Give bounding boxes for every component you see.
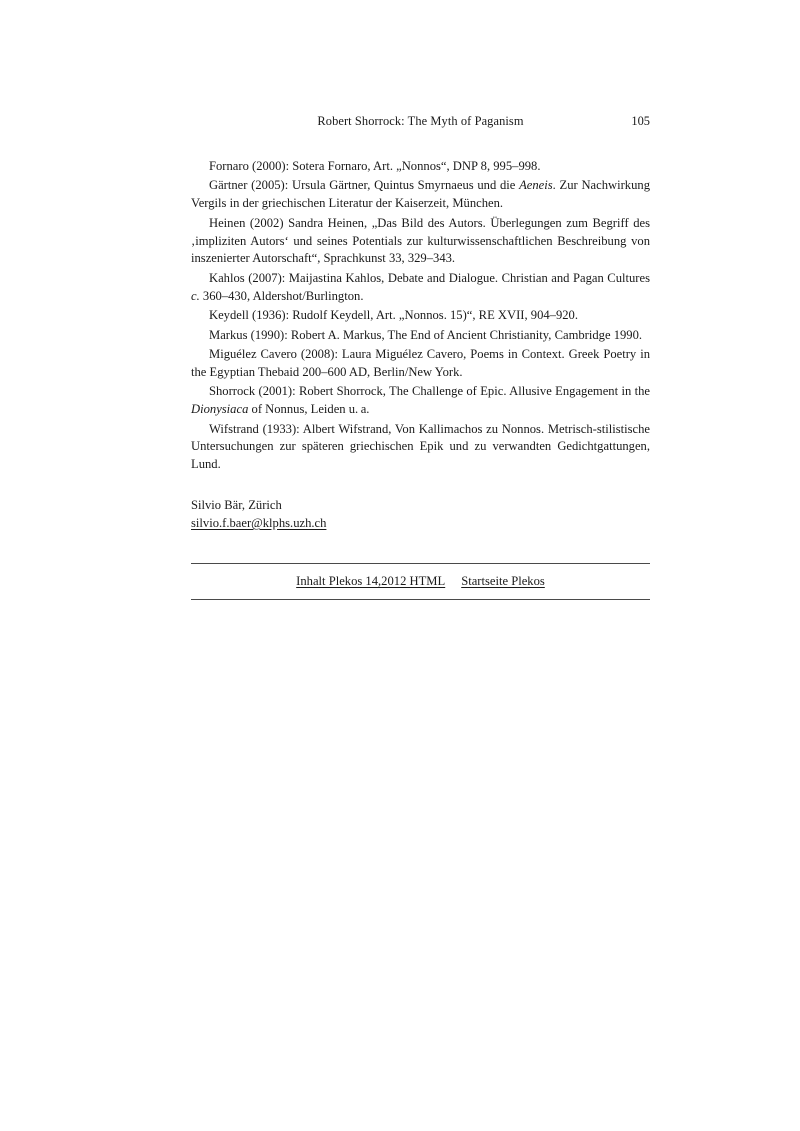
entry-text: Heinen (2002) Sandra Heinen, „Das Bild des Autors. Überlegungen zum Begriff des ‚impliziten Autors‘ und seines Potentials zur kulturwissenschaftlichen Beschreibung von inszenierter Autorschaft“, Sprachkunst 33, 329–343.	[191, 215, 650, 266]
author-email-link[interactable]: silvio.f.baer@klphs.uzh.ch	[191, 515, 327, 530]
running-head-title: Robert Shorrock: The Myth of Paganism	[317, 114, 524, 128]
page-number: 105	[631, 114, 650, 128]
entry-text: Keydell (1936): Rudolf Keydell, Art. „Nonnos. 15)“, RE XVII, 904–920.	[209, 308, 579, 323]
entry-title-italic: Aeneis	[519, 178, 553, 193]
bibliography-entry	[191, 421, 650, 475]
bibliography-entry	[191, 177, 650, 213]
entry-text: Gärtner (2005): Ursula Gärtner, Quintus Smyrnaeus und die	[209, 178, 520, 193]
entry-text: Markus (1990): Robert A. Markus, The End of Ancient Christianity, Cambridge 1990.	[209, 327, 643, 342]
bibliography-list	[191, 158, 650, 474]
footer-link-startseite-plekos[interactable]: Startseite Plekos	[461, 574, 545, 589]
page-footer	[191, 563, 650, 600]
entry-text: Fornaro (2000): Sotera Fornaro, Art. „Nonnos“, DNP 8, 995–998.	[209, 159, 541, 173]
entry-text: 360–430, Aldershot/Burlington.	[199, 288, 364, 303]
bibliography-entry	[191, 215, 650, 269]
entry-text: Kahlos (2007): Maijastina Kahlos, Debate and Dialogue. Christian and Pagan Cultures	[209, 270, 650, 285]
bibliography-entry	[191, 307, 650, 325]
bibliography-entry	[191, 383, 650, 419]
author-signature-block	[191, 497, 650, 532]
entry-title-italic: Dionysiaca	[191, 402, 249, 417]
author-name-location: Silvio Bär, Zürich	[191, 498, 282, 513]
bibliography-entry	[191, 346, 650, 382]
entry-text: . Zur Nachwirkung Vergils in der griechischen Literatur der Kaiserzeit, München.	[191, 178, 650, 211]
entry-text: of Nonnus, Leiden u. a.	[248, 402, 370, 417]
bibliography-entry	[191, 158, 650, 176]
entry-text: Wifstrand (1933): Albert Wifstrand, Von Kallimachos zu Nonnos. Metrisch-stilistische Untersuchungen zur späteren griechischen Epik und zu verwandten Gedichtgattungen, Lund.	[191, 421, 650, 472]
footer-link-inhalt-plekos[interactable]: Inhalt Plekos 14,2012 HTML	[296, 574, 446, 589]
footer-link-bar	[191, 564, 650, 599]
entry-title-italic: c.	[191, 288, 200, 303]
bibliography-entry	[191, 327, 650, 345]
bibliography-entry	[191, 270, 650, 306]
footer-rule-bottom	[191, 599, 650, 600]
running-head	[191, 112, 650, 142]
entry-text: Shorrock (2001): Robert Shorrock, The Challenge of Epic. Allusive Engagement in the	[209, 384, 650, 399]
page-content	[191, 112, 650, 600]
entry-text: Miguélez Cavero (2008): Laura Miguélez Cavero, Poems in Context. Greek Poetry in the Egyptian Thebaid 200–600 AD, Berlin/New York.	[191, 347, 650, 379]
